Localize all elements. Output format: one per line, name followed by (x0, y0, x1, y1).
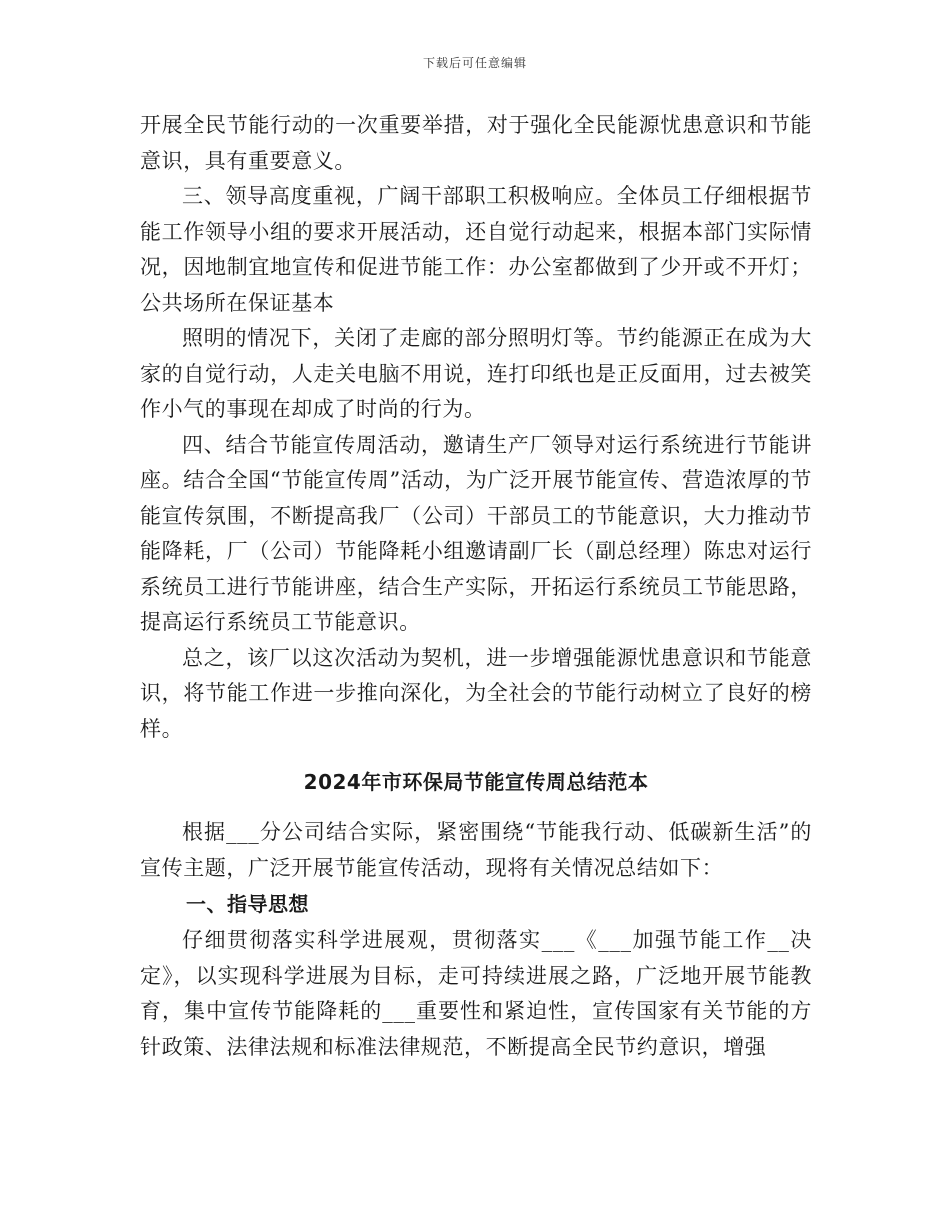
document-body (140, 108, 812, 1065)
section-title: 2024年市环保局节能宣传周总结范本 (303, 770, 649, 794)
paragraph-point-three: 三、领导高度重视，广阔干部职工积极响应。全体员工仔细根据节能工作领导小组的要求开展活动，还自觉行动起来，根据本部门实际情况，因地制宜地宣传和促进节能工作：办公室都做到了少开或不开灯；公共场所在保证基本 (140, 184, 812, 315)
section-body-1: 仔细贯彻落实科学进展观，贯彻落实___《___加强节能工作__决定》，以实现科学进展为目标，走可持续进展之路，广泛地开展节能教育，集中宣传节能降耗的___重要性和紧迫性，宣传国家有关节能的方针政策、法律法规和标准法律规范，不断提高全民节约意识，增强 (140, 928, 812, 1059)
paragraph-continuation: 开展全民节能行动的一次重要举措，对于强化全民能源忧患意识和节能意识，具有重要意义。 (140, 113, 812, 173)
section-intro: 根据___分公司结合实际，紧密围绕“节能我行动、低碳新生活”的宣传主题，广泛开展节能宣传活动，现将有关情况总结如下： (140, 820, 812, 880)
paragraph-conclusion: 总之，该厂以这次活动为契机，进一步增强能源忧患意识和节能意识，将节能工作进一步推向深化，为全社会的节能行动树立了良好的榜样。 (140, 645, 812, 741)
paragraph-lighting: 照明的情况下，关闭了走廊的部分照明灯等。节约能源正在成为大家的自觉行动，人走关电脑不用说，连打印纸也是正反面用，过去被笑作小气的事现在却成了时尚的行为。 (140, 326, 812, 421)
header-note: 下载后可任意编辑 (422, 56, 527, 70)
paragraph-point-four: 四、结合节能宣传周活动，邀请生产厂领导对运行系统进行节能讲座。结合全国“节能宣传周”活动，为广泛开展节能宣传、营造浓厚的节能宣传氛围，不断提高我厂（公司）干部员工的节能意识，大力推动节能降耗，厂（公司）节能降耗小组邀请副厂长（副总经理）陈忠对运行系统员工进行节能讲座，结合生产实际，开拓运行系统员工节能思路，提高运行系统员工节能意识。 (140, 432, 812, 634)
subheading-guiding-ideology: 一、指导思想 (186, 892, 309, 916)
